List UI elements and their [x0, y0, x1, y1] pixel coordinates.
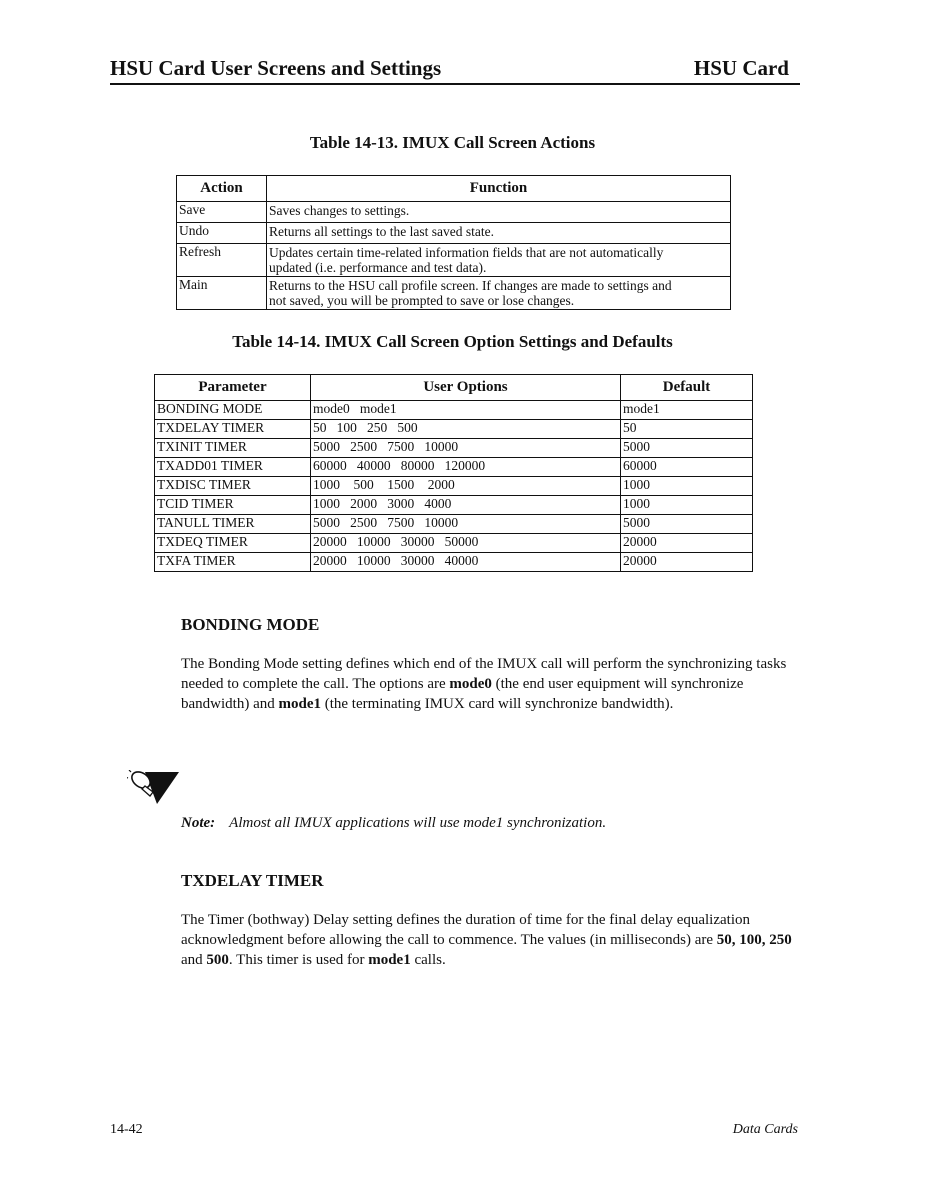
- function-line: Returns to the HSU call profile screen. If changes are made to settings and: [269, 278, 672, 293]
- table-row: [155, 401, 753, 420]
- parameter-cell: TCID TIMER: [155, 496, 311, 515]
- action-cell: Save: [177, 202, 267, 223]
- default-cell: 1000: [621, 477, 753, 496]
- column-header-function: Function: [267, 176, 731, 202]
- paragraph-bold-text: mode1: [368, 952, 411, 968]
- table-row: [155, 477, 753, 496]
- default-cell: 60000: [621, 458, 753, 477]
- table-header-row: [155, 375, 753, 401]
- txdelay-paragraph: [181, 910, 801, 970]
- paragraph-text: The Timer (bothway) Delay setting defines the duration of time for the final delay equalization acknowledgment before allowing the call to commence. The values (in milliseconds) are: [181, 912, 751, 948]
- page-header-title: HSU Card User Screens and Settings: [110, 56, 442, 80]
- paragraph-text: (the terminating IMUX card will synchronize bandwidth).: [320, 696, 674, 712]
- column-header-default: Default: [621, 375, 753, 401]
- note-label: Note:: [181, 815, 216, 831]
- function-cell: [267, 244, 731, 277]
- options-cell: 20000 10000 30000 50000: [311, 534, 621, 553]
- parameter-cell: TXADD01 TIMER: [155, 458, 311, 477]
- default-cell: mode1: [621, 401, 753, 420]
- column-header-user-options: User Options: [311, 375, 621, 401]
- parameter-cell: TXDEQ TIMER: [155, 534, 311, 553]
- parameter-cell: TANULL TIMER: [155, 515, 311, 534]
- function-line: Updates certain time-related information fields that are not automatically: [269, 245, 664, 260]
- function-line: updated (i.e. performance and test data).: [269, 260, 487, 275]
- options-cell: 60000 40000 80000 120000: [311, 458, 621, 477]
- function-cell: [267, 277, 731, 310]
- header-rule: [110, 83, 800, 85]
- default-cell: 1000: [621, 496, 753, 515]
- default-cell: 5000: [621, 515, 753, 534]
- options-cell: 5000 2500 7500 10000: [311, 515, 621, 534]
- action-cell: Main: [177, 277, 267, 310]
- parameter-cell: TXDISC TIMER: [155, 477, 311, 496]
- note-text: Almost all IMUX applications will use mode1 synchronization.: [229, 815, 607, 831]
- note: [181, 815, 606, 832]
- paragraph-text: The Bonding Mode setting defines which end of the IMUX call will perform the synchronizing tasks needed to complete the call. The options are: [181, 656, 787, 692]
- options-cell: 5000 2500 7500 10000: [311, 439, 621, 458]
- column-header-parameter: Parameter: [155, 375, 311, 401]
- table-row: [155, 534, 753, 553]
- function-cell: [267, 202, 731, 223]
- table-row: [155, 515, 753, 534]
- table-row: [155, 420, 753, 439]
- table-row: [177, 202, 731, 223]
- options-cell: 20000 10000 30000 40000: [311, 553, 621, 572]
- table-row: [155, 439, 753, 458]
- action-cell: Refresh: [177, 244, 267, 277]
- page-number: 14-42: [110, 1122, 143, 1137]
- table-row: [155, 458, 753, 477]
- bonding-mode-paragraph: [181, 654, 801, 714]
- options-cell: 1000 500 1500 2000: [311, 477, 621, 496]
- paragraph-bold-text: 50, 100, 250: [716, 932, 792, 948]
- parameter-cell: BONDING MODE: [155, 401, 311, 420]
- paragraph-text: . This timer is used for: [228, 952, 369, 968]
- options-cell: 1000 2000 3000 4000: [311, 496, 621, 515]
- options-cell: 50 100 250 500: [311, 420, 621, 439]
- parameter-cell: TXINIT TIMER: [155, 439, 311, 458]
- settings-table: [154, 374, 753, 572]
- table-header-row: [177, 176, 731, 202]
- column-header-action: Action: [177, 176, 267, 202]
- table-row: [177, 277, 731, 310]
- options-cell: mode0 mode1: [311, 401, 621, 420]
- table-row: [177, 244, 731, 277]
- parameter-cell: TXFA TIMER: [155, 553, 311, 572]
- book-title: Data Cards: [732, 1122, 798, 1137]
- function-cell: [267, 223, 731, 244]
- action-cell: Undo: [177, 223, 267, 244]
- page-header-section: HSU Card: [693, 56, 789, 80]
- table-row: [155, 553, 753, 572]
- paragraph-bold-text: mode1: [278, 696, 321, 712]
- table-13-title: Table 14-13. IMUX Call Screen Actions: [309, 133, 596, 152]
- default-cell: 20000: [621, 553, 753, 572]
- lightbulb-note-icon: [127, 770, 181, 806]
- default-cell: 5000: [621, 439, 753, 458]
- default-cell: 20000: [621, 534, 753, 553]
- paragraph-text: (the end user equipment will synchronize bandwidth) and: [181, 676, 744, 712]
- actions-table: [176, 175, 731, 310]
- function-line: Returns all settings to the last saved state.: [269, 224, 494, 239]
- function-line: not saved, you will be prompted to save or lose changes.: [269, 293, 575, 308]
- section-heading-bonding-mode: BONDING MODE: [181, 615, 320, 634]
- table-row: [155, 496, 753, 515]
- paragraph-bold-text: mode0: [449, 676, 492, 692]
- default-cell: 50: [621, 420, 753, 439]
- parameter-cell: TXDELAY TIMER: [155, 420, 311, 439]
- paragraph-text: and: [181, 952, 207, 968]
- function-line: Saves changes to settings.: [269, 203, 410, 218]
- paragraph-bold-text: 500: [206, 952, 229, 968]
- paragraph-text: calls.: [410, 952, 446, 968]
- table-14-title: Table 14-14. IMUX Call Screen Option Settings and Defaults: [232, 332, 673, 351]
- section-heading-txdelay-timer: TXDELAY TIMER: [181, 871, 324, 890]
- table-row: [177, 223, 731, 244]
